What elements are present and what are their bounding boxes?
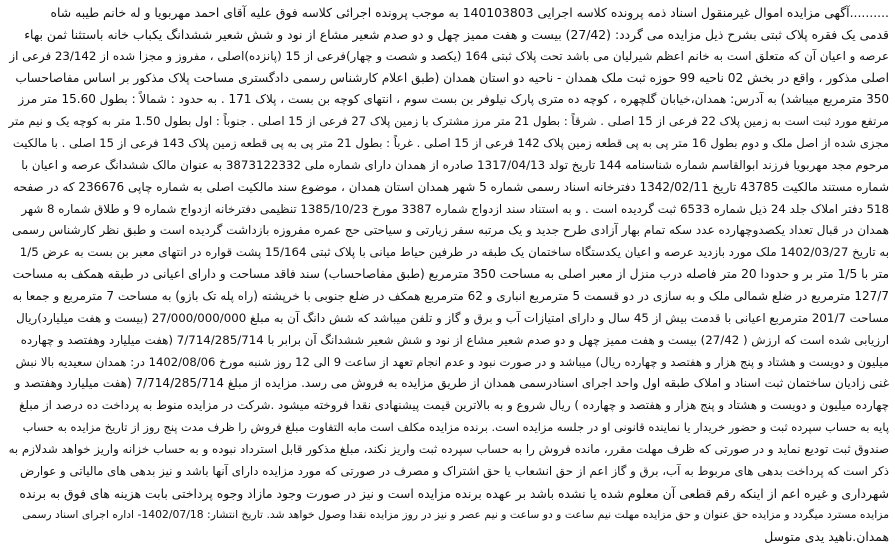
notice-line: ذکر است که پرداخت بدهی های مربوط به آب، برق و گاز اعم از حق انشعاب یا حق اشتراک و مصرف در صورتی که مورد مزایده دارای آنها باشد و نیز بدهی های مالیاتی و عوارض [19, 463, 889, 478]
notice-line: به تاریخ 1402/03/27 ملک مورد بازدید عرصه و اعیان یکدستگاه ساختمان یک طبقه در طرفین حیاط میانی با پلاک ثبتی 15/164 پشت قواره در انتهای معبر بن بست به عرض 1/5 [19, 245, 889, 260]
notice-line: 127/7 مترمربع در ضلع شمالی ملک و به سازی در دو قسمت 5 مترمربع انباری و 62 مترمربع همکف در ضلع جنوبی با خرپشته (راه پله تک بازو) به مساحت 7 مترمربع و جمعا به [12, 288, 889, 303]
notice-line: مرحوم مجد مهربویا فرزند ابوالقاسم شماره شناسنامه 144 تاریخ تولد 1317/04/13 صادره از همدان دارای شماره ملی 3873122332 به عنوان مالک ششدانگ عرصه و اعیان با [21, 157, 889, 172]
notice-line: متر با 1/5 متر بر و حدودا 20 متر فاصله درب منزل از معبر اصلی به مساحت 350 مترمربع (طبق مفاصاحساب) سند فاقد مساحت و دارای اعیانی در طبقه همکف به مساحت [12, 267, 889, 282]
notice-line: مرتفع مورد ثبت است به زمین پلاک 22 فرعی از 15 اصلی . شرقاً : بطول 21 متر مرز مشترک با زمین پلاک 27 فرعی از 15 اصلی . جنوباً : اول بطول 1.50 متر به کوچه یک و نیم متر [8, 114, 889, 129]
notice-line: مزایده مسترد میگردد و مزایده حق عنوان و حق مزایده مهلت نیم ساعت و دو ساعت و نیم عصر و نیز در روز مزایده نقدا وصول خواهد شد. تاریخ انتشار: 1402/07/18- اداره اجرای اسناد رسمی [22, 508, 889, 522]
notice-line: پایه به حساب سپرده ثبت و حضور خریدار یا نماینده قانونی او در جلسه مزایده است. برنده مزایده مکلف است مابه التفاوت مبلغ فروش را ظرف مدت پنج روز از تاریخ مزایده به حساب [22, 420, 889, 435]
notice-line: 518 دفتر املاک جلد 24 ذیل شماره 6533 ثبت گردیده است . و به استناد سند ازدواج شماره 3387 مورخ 1385/10/23 تنظیمی دفترخانه ازدواج شماره 9 و طلاق شماره 8 شهر [21, 201, 889, 216]
notice-line: عرصه و اعیان آن که متعلق است به خانم اعظم شیرلیان می باشد تحت پلاک ثبتی 164 (یکصد و شصت و چهار)فرعی از 15 (پانزده)اصلی ، مفروز و مجزا شده از 23/142 فرعی از [9, 48, 889, 63]
notice-line: غنی زادیان ساختمان ثبت اسناد و املاک طبقه اول واحد اجرای اسنادرسمی همدان از طریق مزایده به فروش می رسد. مزایده از مبلغ 7/714/285/714 (هفت میلیارد وهفتصد و [14, 376, 889, 391]
notice-line: میلیون و دویست و هشتاد و پنج هزار و هفتصد و چهارده ریال) میباشد و در صورت نبود و عدم انجام تعهد از ساعت 9 الی 12 روز شنبه مورخ 1402/08/06 در: همدان سعیدیه بالا نبش [15, 354, 889, 369]
notice-line: شماره مستند مالکیت 43785 تاریخ 1342/02/11 دفترخانه اسناد رسمی شماره 5 شهر همدان استان همدان ، موضوع سند مالکیت اصلی به شماره چاپی 236676 که در صفحه [13, 179, 889, 194]
notice-line: ارزیابی شده است که ارزش ( 27/42) بیست و هفت ممیز چهل و دو صدم شعیر مشاع از نود و شش شعیر ششدانگ آن برابر با 7/714/285/714 (هفت میلیارد وهفتصد و چهارده [20, 332, 889, 347]
notice-line: ..........آگهی مزایده اموال غیرمنقول اسناد ذمه پرونده کلاسه اجرایی 140103803 به موجب پرونده اجرائی کلاسه فوق علیه آقای احمد مهربویا و له خانم طیبه شاه [50, 5, 889, 20]
notice-line: همدان در قبال تعداد یکصدوچهارده عدد سکه تمام بهار آزادی طرح جدید و یک مرتبه سفر زیارتی و سیاحتی حج عمره مفروزه بازداشت گردیده است و طبق نظر کارشناس رسمی [11, 223, 889, 238]
notice-signature: همدان.ناهید یدی متوسل [764, 529, 889, 545]
notice-line: قدمی یک فقره پلاک ثبتی بشرح ذیل مزایده می گردد: (27/42) بیست و هفت ممیز چهل و دو صدم شعیر مشاع از نود و شش شعیر ششدانگ یکباب خانه باستثنا ثمن بهاء [24, 26, 889, 42]
notice-line: چهارده میلیون و دویست و هشتاد و پنج هزار و هفتصد و چهارده ) ریال شروع و به بالاترین قیمت پیشنهادی نقدا فروخته میشود .شرکت در مزایده منوط به پرداخت ده درصد از مبلغ [19, 398, 889, 413]
notice-line: 350 مترمربع میباشد) به آدرس: همدان،خیابان گلچهره ، کوچه ده متری پارک نیلوفر بن بست سوم ، انتهای کوچه بن بست ، پلاک 171 . به حدود : شمالاً : بطول 15.60 متر مرز [18, 92, 889, 107]
notice-line: مساحت 201/7 مترمربع اعیانی با قدمت بیش از 45 سال و دارای امتیازات آب و برق و گاز و تلفن میباشد که شش دانگ آن به مبلغ 27/000/000/000 (بیست و هفت میلیارد)ریال [16, 310, 889, 325]
notice-line: اصلی مذکور ، واقع در بخش 02 ناحیه 99 حوزه ثبت ملک همدان - ناحیه دو استان همدان (طبق اعلام کارشناس رسمی دادگستری مساحت پلاک مذکور بر اساس مفاصاحساب [15, 70, 889, 85]
notice-line: صندوق ثبت تودیع نماید و در صورتی که ظرف مهلت مقرر، مانده فروش را به حساب سپرده ثبت واریز نکند، مبلغ مذکور قابل استرداد نبوده و به حساب خزانه واریز خواهد شدلازم به [8, 441, 889, 456]
notice-line: مجزی شده از اصل ملک و دوم بطول 16 متر پی به پی قطعه زمین پلاک 142 فرعی از 15 اصلی . غرباً : بطول 21 متر پی به پی قطعه زمین پلاک 143 فرعی از 15 اصلی . با مالکیت [12, 136, 889, 151]
notice-line: شهرداری و غیره اعم از اینکه رقم قطعی آن معلوم شده یا نشده باشد بر عهده برنده مزایده است و نیز در صورت وجود مازاد وجوه پرداختی بابت هزینه های فوق به برنده [19, 485, 889, 501]
